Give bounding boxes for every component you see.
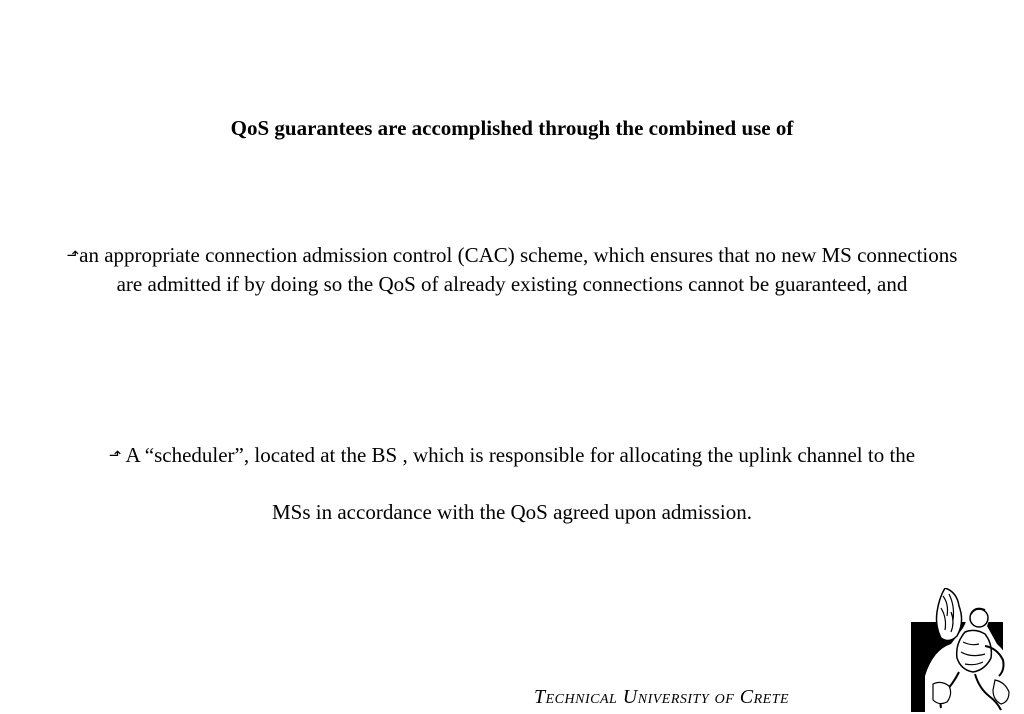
slide-title: QoS guarantees are accomplished through the combined use of (230, 116, 794, 140)
bullet-item-cac (60, 241, 964, 299)
bullet-text-scheduler-line2: MSs in accordance with the QoS agreed upon admission. (272, 500, 752, 524)
university-seal-icon (905, 588, 1019, 712)
arrow-bullet-icon: ⬏ (108, 446, 122, 464)
bullet-text-scheduler-line1: A “scheduler”, located at the BS , which is responsible for allocating the uplink channel to the (121, 443, 916, 467)
bullet-text-cac: an appropriate connection admission control (CAC) scheme, which ensures that no new MS connections are admitted if by doing so the QoS of already existing connections cannot be guaranteed, and (79, 243, 958, 296)
arrow-bullet-icon: ⬏ (66, 246, 80, 264)
bullet-item-scheduler (0, 441, 1024, 470)
footer-institution-name: Technical University of Crete (534, 686, 790, 708)
